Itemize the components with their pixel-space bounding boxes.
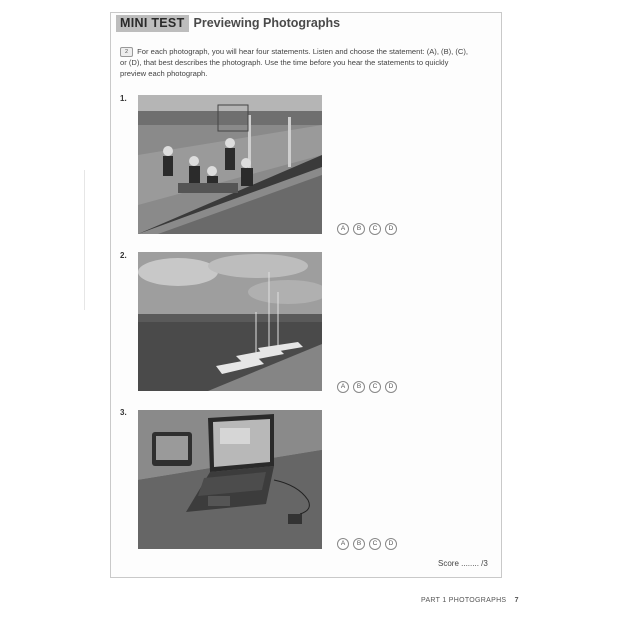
page-title: Previewing Photographs	[193, 16, 341, 30]
page-footer	[421, 597, 519, 604]
score-label: Score	[438, 559, 459, 568]
score-line	[438, 559, 488, 568]
choice-d[interactable]: D	[385, 538, 397, 550]
cd-track-icon[interactable]: 2	[120, 47, 133, 57]
score-blank: ........	[461, 559, 479, 568]
answer-choices-3	[337, 538, 397, 550]
page-number: 7	[514, 597, 519, 604]
choice-b[interactable]: B	[353, 381, 365, 393]
page-edge-shadow	[84, 170, 85, 310]
answer-choices-2	[337, 381, 397, 393]
section-label: PART 1 PHOTOGRAPHS	[421, 597, 507, 604]
question-number: 1.	[120, 94, 127, 103]
choice-b[interactable]: B	[353, 538, 365, 550]
choice-c[interactable]: C	[369, 538, 381, 550]
question-number: 3.	[120, 408, 127, 417]
choice-d[interactable]: D	[385, 381, 397, 393]
choice-a[interactable]: A	[337, 381, 349, 393]
instructions	[120, 46, 470, 79]
photo-workers-on-railway-track	[138, 95, 322, 234]
photo-boats-in-harbor	[138, 252, 322, 391]
question-number: 2.	[120, 251, 127, 260]
choice-a[interactable]: A	[337, 538, 349, 550]
choice-a[interactable]: A	[337, 223, 349, 235]
choice-b[interactable]: B	[353, 223, 365, 235]
choice-c[interactable]: C	[369, 381, 381, 393]
answer-choices-1	[337, 223, 397, 235]
photo-laptop-and-tablet-on-desk	[138, 410, 322, 549]
title-bar	[116, 14, 500, 32]
score-total: /3	[481, 559, 488, 568]
mini-test-badge: MINI TEST	[116, 15, 189, 32]
choice-d[interactable]: D	[385, 223, 397, 235]
instructions-text: For each photograph, you will hear four statements. Listen and choose the statement: (A), (B), (C), or (D), that best describes the photograph. Use the time before you hear the statements to quickly preview each photograph.	[120, 47, 469, 78]
choice-c[interactable]: C	[369, 223, 381, 235]
